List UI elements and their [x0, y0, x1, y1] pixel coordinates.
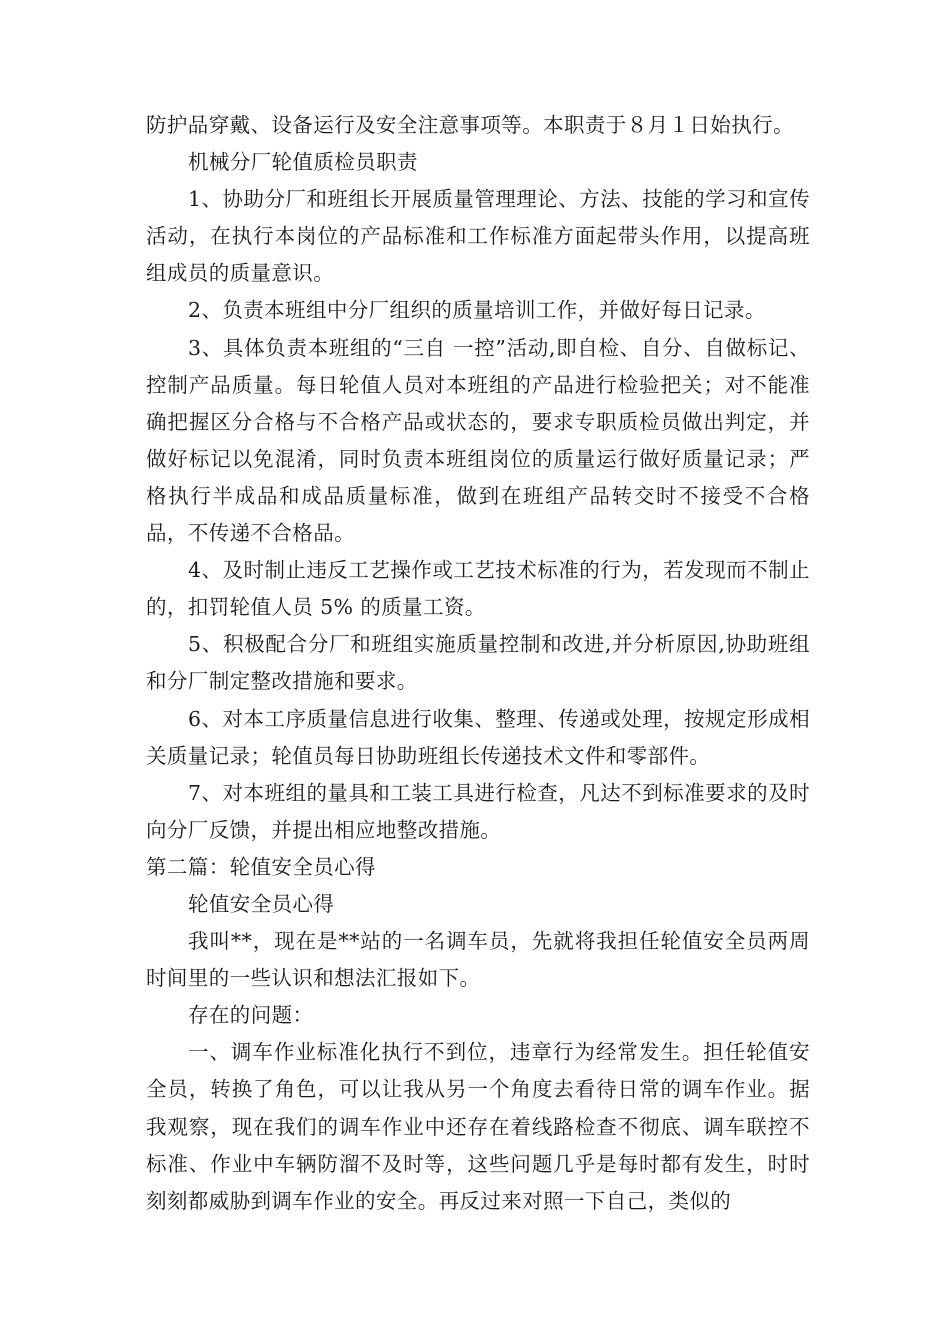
chapter-title-part-two: 第二篇：轮值安全员心得 — [146, 854, 376, 879]
problems-heading: 存在的问题： — [188, 1003, 314, 1028]
intro-paragraph: 我叫**，现在是**站的一名调车员，先就将我担任轮值安全员两周时间里的一些认识和想法汇报如下。 — [146, 929, 810, 991]
section-title-safety-officer-notes: 轮值安全员心得 — [188, 891, 335, 916]
paragraph-continued-text: 防护品穿戴、设备运行及安全注意事项等。本职责于８月１日始执行。 — [146, 113, 794, 137]
duty-item-7: 7、对本班组的量具和工装工具进行检查，凡达不到标准要求的及时向分厂反馈，并提出相应地整改措施。 — [146, 780, 810, 842]
duty-item-1: 1、协助分厂和班组长开展质量管理理论、方法、技能的学习和宣传活动，在执行本岗位的产品标准和工作标准方面起带头作用，以提高班组成员的质量意识。 — [146, 187, 810, 286]
document-page — [146, 107, 810, 1220]
duty-item-5: 5、积极配合分厂和班组实施质量控制和改进,并分析原因,协助班组和分厂制定整改措施和要求。 — [146, 632, 810, 694]
duty-item-3: 3、具体负责本班组的“三自 一控”活动,即自检、自分、自做标记、控制产品质量。每日轮值人员对本班组的产品进行检验把关；对不能准确把握区分合格与不合格产品或状态的，要求专职质检员做出判定，并做好标记以免混淆，同时负责本班组岗位的质量运行做好质量记录；严格执行半成品和成品质量标准，做到在班组产品转交时不接受不合格品，不传递不合格品。 — [146, 335, 810, 546]
duty-item-2: 2、负责本班组中分厂组织的质量培训工作，并做好每日记录。 — [188, 298, 766, 323]
section-title-quality-inspector-duties: 机械分厂轮值质检员职责 — [188, 150, 418, 175]
duty-item-6: 6、对本工序质量信息进行收集、整理、传递或处理，按规定形成相关质量记录；轮值员每日协助班组长传递技术文件和零部件。 — [146, 706, 810, 768]
duty-item-4: 4、及时制止违反工艺操作或工艺技术标准的行为，若发现而不制止的，扣罚轮值人员 5% 的质量工资。 — [146, 558, 810, 620]
problem-item-1: 一、调车作业标准化执行不到位，违章行为经常发生。担任轮值安全员，转换了角色，可以让我从另一个角度去看待日常的调车作业。据我观察，现在我们的调车作业中还存在着线路检查不彻底、调车联控不标准、作业中车辆防溜不及时等，这些问题几乎是每时都有发生，时时刻刻都威胁到调车作业的安全。再反过来对照一下自己，类似的 — [146, 1040, 810, 1213]
